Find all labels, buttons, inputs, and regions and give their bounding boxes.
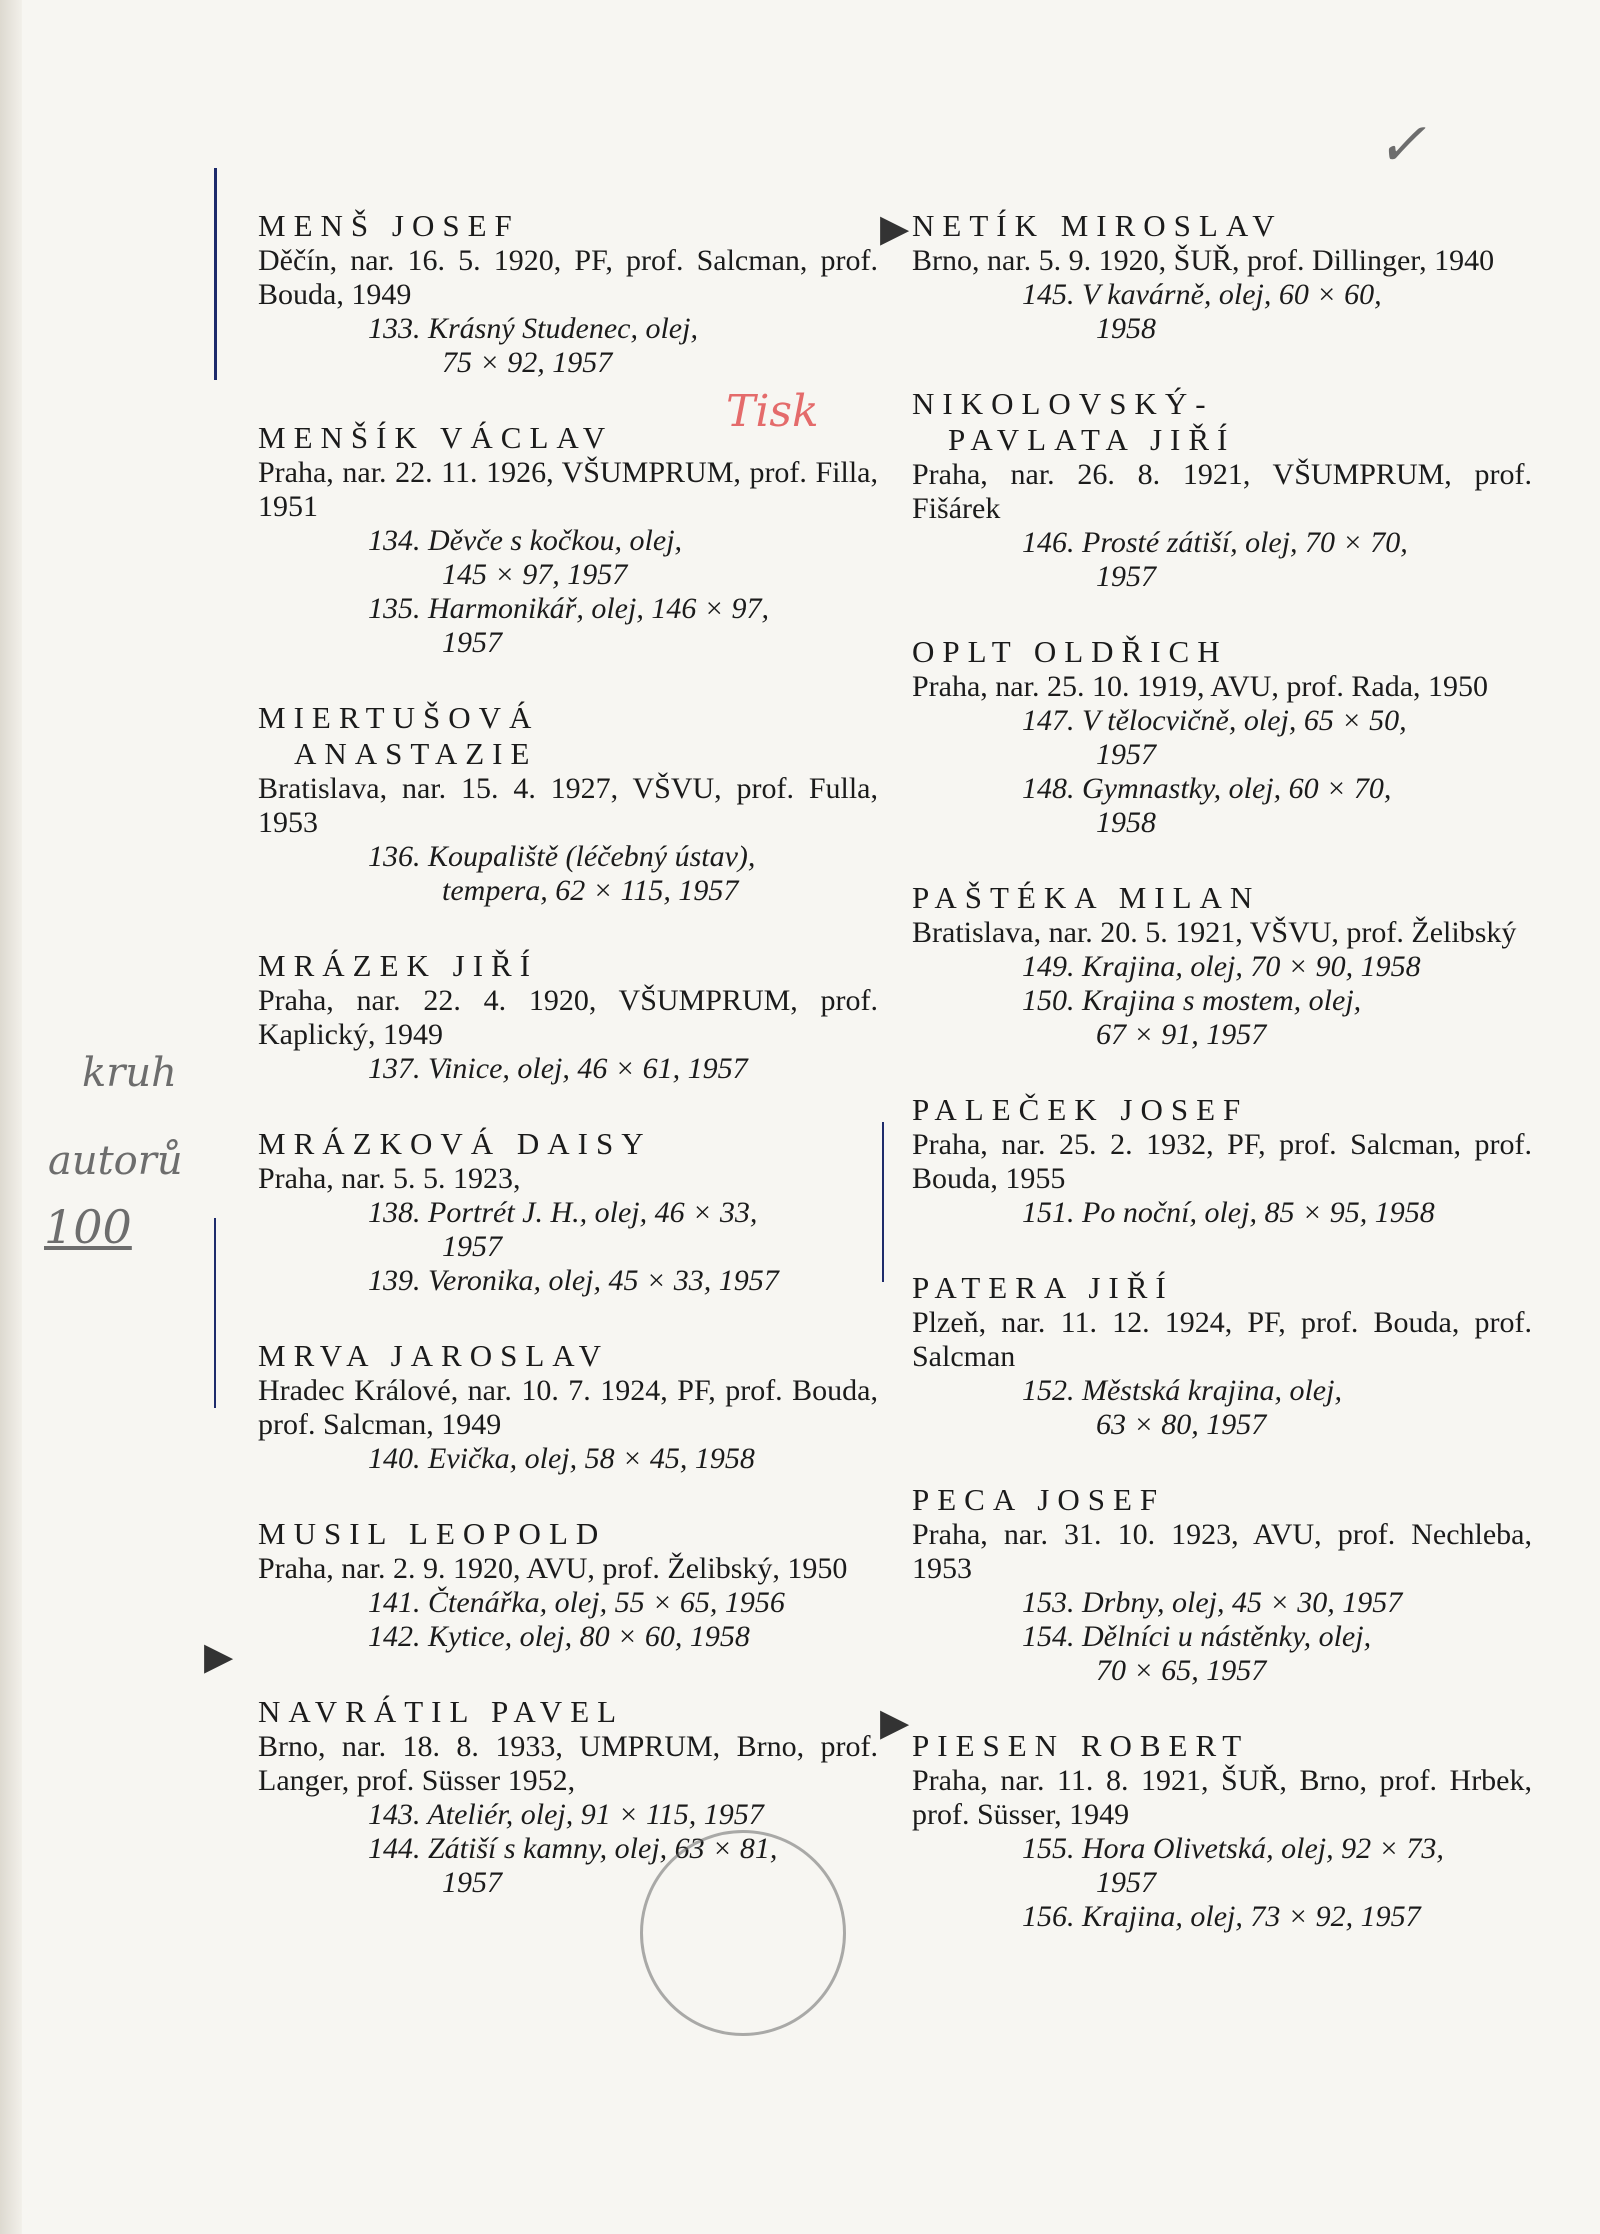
artist-name: PIESEN ROBERT (912, 1728, 1250, 1763)
artwork-line: 144. Zátiší s kamny, olej, 63 × 81, (368, 1832, 778, 1865)
artist-entry (912, 208, 1532, 346)
artist-name: MENŠÍK VÁCLAV (258, 420, 614, 455)
artwork-line: 133. Krásný Studenec, olej, (368, 312, 698, 345)
artist-entry (912, 1270, 1532, 1442)
artwork-item (912, 1620, 1532, 1688)
artwork-line: 140. Evička, olej, 58 × 45, 1958 (368, 1442, 755, 1475)
artwork-line: 143. Ateliér, olej, 91 × 115, 1957 (368, 1798, 764, 1831)
artist-entry (912, 1728, 1532, 1934)
artist-bio: Bratislava, nar. 20. 5. 1921, VŠVU, prof. Želibský (912, 916, 1517, 949)
artist-name: MRVA JAROSLAV (258, 1338, 610, 1373)
artwork-line: 154. Dělníci u nástěnky, olej, (1022, 1620, 1372, 1653)
artwork-line: 155. Hora Olivetská, olej, 92 × 73, (1022, 1832, 1444, 1865)
artwork-item (258, 1798, 878, 1832)
artwork-line-cont: 1958 (1096, 806, 1156, 839)
artwork-line: 141. Čtenářka, olej, 55 × 65, 1956 (368, 1586, 785, 1619)
artwork-line-cont: 1957 (442, 1230, 502, 1263)
artwork-item (912, 1586, 1532, 1620)
artwork-line: 136. Koupaliště (léčebný ústav), (368, 840, 756, 873)
artist-name: PECA JOSEF (912, 1482, 1166, 1517)
artwork-item (912, 278, 1532, 346)
artist-name (912, 386, 1532, 458)
artwork-line-cont: 1957 (442, 1866, 502, 1899)
artist-name: NETÍK MIROSLAV (912, 208, 1283, 243)
artist-bio: Praha, nar. 25. 2. 1932, PF, prof. Salcman, prof. Bouda, 1955 (912, 1128, 1532, 1195)
pencil-tick-icon: ✓ (1376, 110, 1427, 180)
pencil-circle-mark (640, 1830, 846, 2036)
artist-bio: Hradec Králové, nar. 10. 7. 1924, PF, prof. Bouda, prof. Salcman, 1949 (258, 1374, 878, 1441)
artwork-line-cont: 63 × 80, 1957 (1096, 1408, 1267, 1441)
artwork-line-cont: 145 × 97, 1957 (442, 558, 628, 591)
artist-name-line2: ANASTAZIE (294, 736, 538, 771)
artwork-item (258, 1264, 878, 1298)
artist-bio: Praha, nar. 26. 8. 1921, VŠUMPRUM, prof. Fišárek (912, 458, 1532, 525)
artist-bio: Plzeň, nar. 11. 12. 1924, PF, prof. Bouda, prof. Salcman (912, 1306, 1532, 1373)
artwork-line: 151. Po noční, olej, 85 × 95, 1958 (1022, 1196, 1435, 1229)
artist-name: MUSIL LEOPOLD (258, 1516, 607, 1551)
artwork-item (258, 840, 878, 908)
artist-bio: Praha, nar. 31. 10. 1923, AVU, prof. Nechleba, 1953 (912, 1518, 1532, 1585)
artwork-line: 152. Městská krajina, olej, (1022, 1374, 1342, 1407)
artwork-item (258, 312, 878, 380)
artist-entry (258, 420, 878, 660)
artist-name-line1: MIERTUŠOVÁ (258, 700, 540, 735)
artwork-line: 137. Vinice, olej, 46 × 61, 1957 (368, 1052, 748, 1085)
artwork-line: 139. Veronika, olej, 45 × 33, 1957 (368, 1264, 779, 1297)
artist-name: MENŠ JOSEF (258, 208, 520, 243)
artwork-item (258, 524, 878, 592)
artwork-line: 146. Prosté zátiší, olej, 70 × 70, (1022, 526, 1408, 559)
artist-name: PATERA JIŘÍ (912, 1270, 1174, 1305)
artwork-line: 142. Kytice, olej, 80 × 60, 1958 (368, 1620, 750, 1653)
artist-bio: Praha, nar. 5. 5. 1923, (258, 1162, 521, 1195)
artwork-line: 149. Krajina, olej, 70 × 90, 1958 (1022, 950, 1421, 983)
arrow-marker-icon: ▶ (204, 1636, 234, 1678)
artwork-item (912, 704, 1532, 772)
artist-entry (258, 1516, 878, 1654)
artwork-line: 153. Drbny, olej, 45 × 30, 1957 (1022, 1586, 1403, 1619)
artwork-line-cont: 1957 (1096, 1866, 1156, 1899)
artwork-line-cont: 1958 (1096, 312, 1156, 345)
handwritten-red-note: Tisk (726, 386, 819, 437)
artwork-line: 134. Děvče s kočkou, olej, (368, 524, 683, 557)
artwork-line-cont: 1957 (1096, 560, 1156, 593)
artwork-item (912, 1832, 1532, 1900)
artwork-line-cont: 75 × 92, 1957 (442, 346, 613, 379)
artist-bio: Děčín, nar. 16. 5. 1920, PF, prof. Salcman, prof. Bouda, 1949 (258, 244, 878, 311)
left-column (258, 208, 878, 1940)
artwork-item (258, 1620, 878, 1654)
artist-bio: Praha, nar. 11. 8. 1921, ŠUŘ, Brno, prof. Hrbek, prof. Süsser, 1949 (912, 1764, 1532, 1831)
artwork-line-cont: tempera, 62 × 115, 1957 (442, 874, 739, 907)
artist-name: OPLT OLDŘICH (912, 634, 1228, 669)
artwork-item (912, 526, 1532, 594)
artist-name (258, 700, 878, 772)
artwork-line: 145. V kavárně, olej, 60 × 60, (1022, 278, 1382, 311)
artist-name-line1: NIKOLOVSKÝ- (912, 386, 1214, 421)
artwork-item (258, 592, 878, 660)
artist-entry (912, 1092, 1532, 1230)
artwork-line-cont: 67 × 91, 1957 (1096, 1018, 1267, 1051)
artwork-item (912, 1374, 1532, 1442)
artwork-line: 135. Harmonikář, olej, 146 × 97, (368, 592, 770, 625)
artwork-item (912, 1196, 1532, 1230)
handwritten-margin-note: autorů (48, 1138, 183, 1184)
artwork-item (258, 1052, 878, 1086)
artist-bio: Brno, nar. 5. 9. 1920, ŠUŘ, prof. Dillinger, 1940 (912, 244, 1495, 277)
artwork-line-cont: 1957 (1096, 738, 1156, 771)
artist-entry (258, 208, 878, 380)
artist-entry (258, 700, 878, 908)
artwork-line: 147. V tělocvičně, olej, 65 × 50, (1022, 704, 1407, 737)
artist-bio: Praha, nar. 25. 10. 1919, AVU, prof. Rada, 1950 (912, 670, 1489, 703)
artwork-item (258, 1442, 878, 1476)
artist-name: NAVRÁTIL PAVEL (258, 1694, 625, 1729)
artist-name: PAŠTÉKA MILAN (912, 880, 1261, 915)
artwork-line: 150. Krajina s mostem, olej, (1022, 984, 1362, 1017)
artwork-item (912, 772, 1532, 840)
artist-name: MRÁZEK JIŘÍ (258, 948, 539, 983)
artwork-item (912, 984, 1532, 1052)
artist-name: PALEČEK JOSEF (912, 1092, 1249, 1127)
artwork-item (258, 1586, 878, 1620)
artwork-line: 148. Gymnastky, olej, 60 × 70, (1022, 772, 1392, 805)
artwork-line: 156. Krajina, olej, 73 × 92, 1957 (1022, 1900, 1421, 1933)
handwritten-margin-note: kruh (82, 1050, 177, 1096)
artwork-item (912, 1900, 1532, 1934)
artist-bio: Praha, nar. 22. 4. 1920, VŠUMPRUM, prof. Kaplický, 1949 (258, 984, 878, 1051)
artist-name-line2: PAVLATA JIŘÍ (948, 422, 1236, 457)
artist-entry (912, 880, 1532, 1052)
artist-bio: Brno, nar. 18. 8. 1933, UMPRUM, Brno, prof. Langer, prof. Süsser 1952, (258, 1730, 878, 1797)
artist-bio: Praha, nar. 22. 11. 1926, VŠUMPRUM, prof. Filla, 1951 (258, 456, 878, 523)
right-column (912, 208, 1532, 1974)
arrow-marker-icon: ▶ (880, 1702, 910, 1744)
artist-entry (912, 1482, 1532, 1688)
artwork-line: 138. Portrét J. H., olej, 46 × 33, (368, 1196, 758, 1229)
artist-entry (258, 1126, 878, 1298)
artist-entry (258, 948, 878, 1086)
artwork-item (912, 950, 1532, 984)
artist-name: MRÁZKOVÁ DAISY (258, 1126, 652, 1161)
arrow-marker-icon: ▶ (880, 208, 910, 250)
artwork-line-cont: 70 × 65, 1957 (1096, 1654, 1267, 1687)
margin-bracket-line (214, 168, 217, 380)
artist-bio: Praha, nar. 2. 9. 1920, AVU, prof. Želibský, 1950 (258, 1552, 848, 1585)
artist-entry (258, 1338, 878, 1476)
artist-bio: Bratislava, nar. 15. 4. 1927, VŠVU, prof. Fulla, 1953 (258, 772, 878, 839)
margin-bracket-line (882, 1122, 884, 1282)
artwork-line-cont: 1957 (442, 626, 502, 659)
handwritten-margin-note: 100 (44, 1200, 132, 1254)
margin-bracket-line (214, 1218, 216, 1408)
artist-entry (912, 634, 1532, 840)
artist-entry (912, 386, 1532, 594)
artwork-item (258, 1196, 878, 1264)
